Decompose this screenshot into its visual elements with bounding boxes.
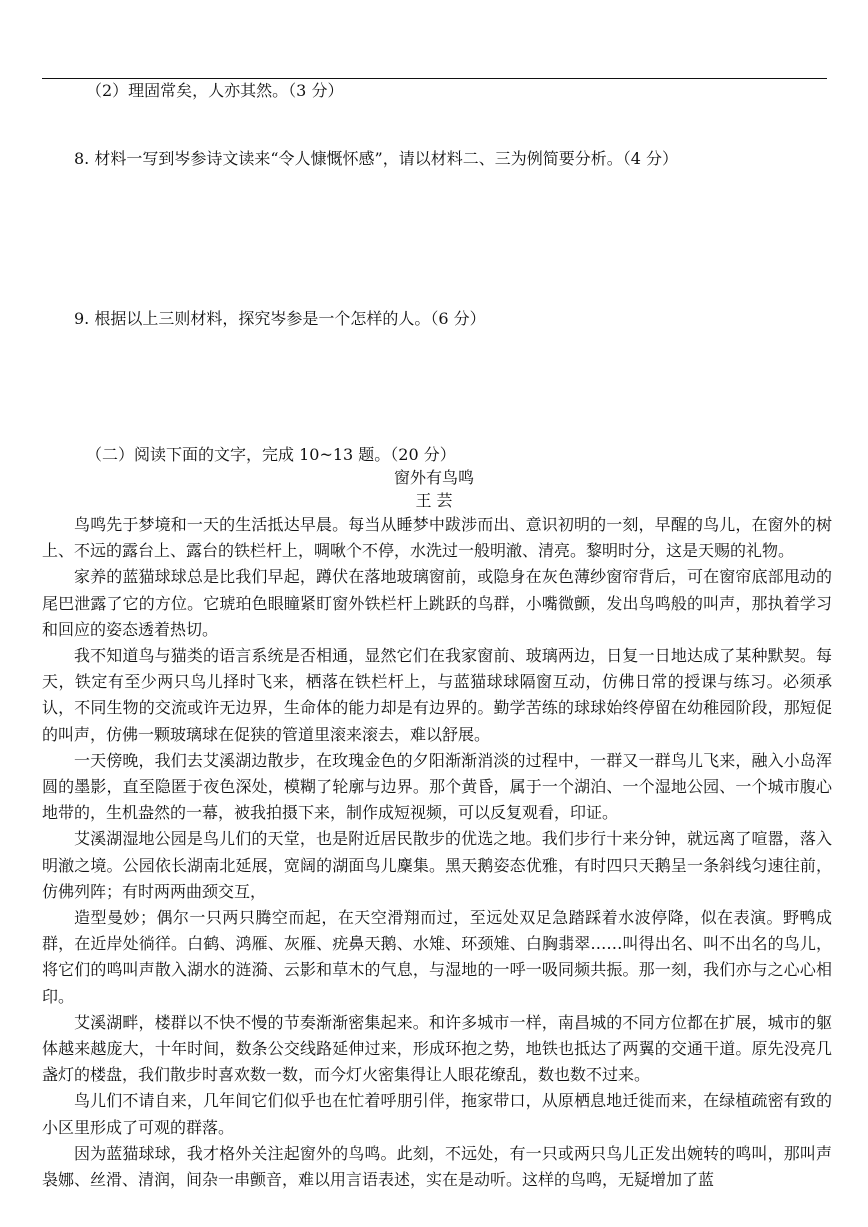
top-divider [42,78,827,79]
article-paragraph: 艾溪湖畔，楼群以不快不慢的节奏渐渐密集起来。和许多城市一样，南昌城的不同方位都在扩展，城市的躯体越来越庞大，十年时间，数条公交线路延伸过来，形成环抱之势，地铁也抵达了两翼的交通干道。原先没亮几盏灯的楼盘，我们散步时喜欢数一数，而今灯火密集得让人眼花缭乱，数也数不过来。 [42,1012,832,1085]
question-8: 8. 材料一写到岑参诗文读来“令人慷慨怀感”，请以材料二、三为例简要分析。（4 分） [74,149,678,168]
question-9: 9. 根据以上三则材料，探究岑参是一个怎样的人。（6 分） [74,309,486,328]
question-2-subitem: （2）理固常矣，人亦其然。（3 分） [86,81,344,100]
article-paragraph: 家养的蓝猫球球总是比我们早起，蹲伏在落地玻璃窗前，或隐身在灰色薄纱窗帘背后，可在窗帘底部甩动的尾巴泄露了它的方位。它琥珀色眼瞳紧盯窗外铁栏杆上跳跃的鸟群，小嘴微颤，发出鸟鸣般的叫声，那执着学习和回应的姿态透着热切。 [42,567,832,639]
article-paragraph: 我不知道鸟与猫类的语言系统是否相通，显然它们在我家窗前、玻璃两边，日复一日地达成了某种默契。每天，铁定有至少两只鸟儿择时飞来，栖落在铁栏杆上，与蓝猫球球隔窗互动，仿佛日常的授课与练习。必须承认，不同生物的交流或许无边界，生命体的能力却是有边界的。勤学苦练的球球始终停留在幼稚园阶段，那短促的叫声，仿佛一颗玻璃球在促狭的管道里滚来滚去，难以舒展。 [42,646,832,744]
article-body [42,512,832,1193]
article-title: 窗外有鸟鸣 [393,468,474,487]
article-paragraph: 造型曼妙；偶尔一只两只腾空而起，在天空滑翔而过，至远处双足急踏踩着水波停降，似在表演。野鸭成群，在近岸处徜徉。白鹤、鸿雁、灰雁、疣鼻天鹅、水雉、环颈雉、白胸翡翠……叫得出名、叫不出名的鸟儿，将它们的鸣叫声散入湖水的涟漪、云影和草木的气息，与湿地的一呼一吸同频共振。那一刻，我们亦与之心心相印。 [42,908,832,1006]
article-paragraph: 艾溪湖湿地公园是鸟儿们的天堂，也是附近居民散步的优选之地。我们步行十来分钟，就远离了喧嚣，落入明澈之境。公园依长湖南北延展，宽阔的湖面鸟儿麇集。黑天鹅姿态优雅，有时四只天鹅呈一条斜线匀速往前，仿佛列阵；有时两两曲颈交互， [42,829,832,901]
article-author: 王 芸 [415,491,453,510]
article-paragraph: 鸟鸣先于梦境和一天的生活抵达早晨。每当从睡梦中跋涉而出、意识初明的一刻，早醒的鸟儿，在窗外的树上、不远的露台上、露台的铁栏杆上，啁啾个不停，水洗过一般明澈、清亮。黎明时分，这是天赐的礼物。 [42,515,832,561]
article-paragraph: 因为蓝猫球球，我才格外关注起窗外的鸟鸣。此刻，不远处，有一只或两只鸟儿正发出婉转的鸣叫，那叫声袅娜、丝滑、清润，间杂一串颤音，难以用言语表述，实在是动听。这样的鸟鸣，无疑增加了蓝 [42,1143,832,1190]
article-paragraph: 一天傍晚，我们去艾溪湖边散步，在玫瑰金色的夕阳渐渐消淡的过程中，一群又一群鸟儿飞来，融入小岛浑圆的墨影，直至隐匿于夜色深处，模糊了轮廓与边界。那个黄昏，属于一个湖泊、一个湿地公园、一个城市腹心地带的，生机盎然的一幕，被我拍摄下来，制作成短视频，可以反复观看，印证。 [42,750,832,823]
article-paragraph: 鸟儿们不请自来，几年间它们似乎也在忙着呼朋引伴，拖家带口，从原栖息地迁徙而来，在绿植疏密有致的小区里形成了可观的群落。 [42,1091,832,1137]
section-heading: （二）阅读下面的文字，完成 10~13 题。（20 分） [86,445,456,464]
